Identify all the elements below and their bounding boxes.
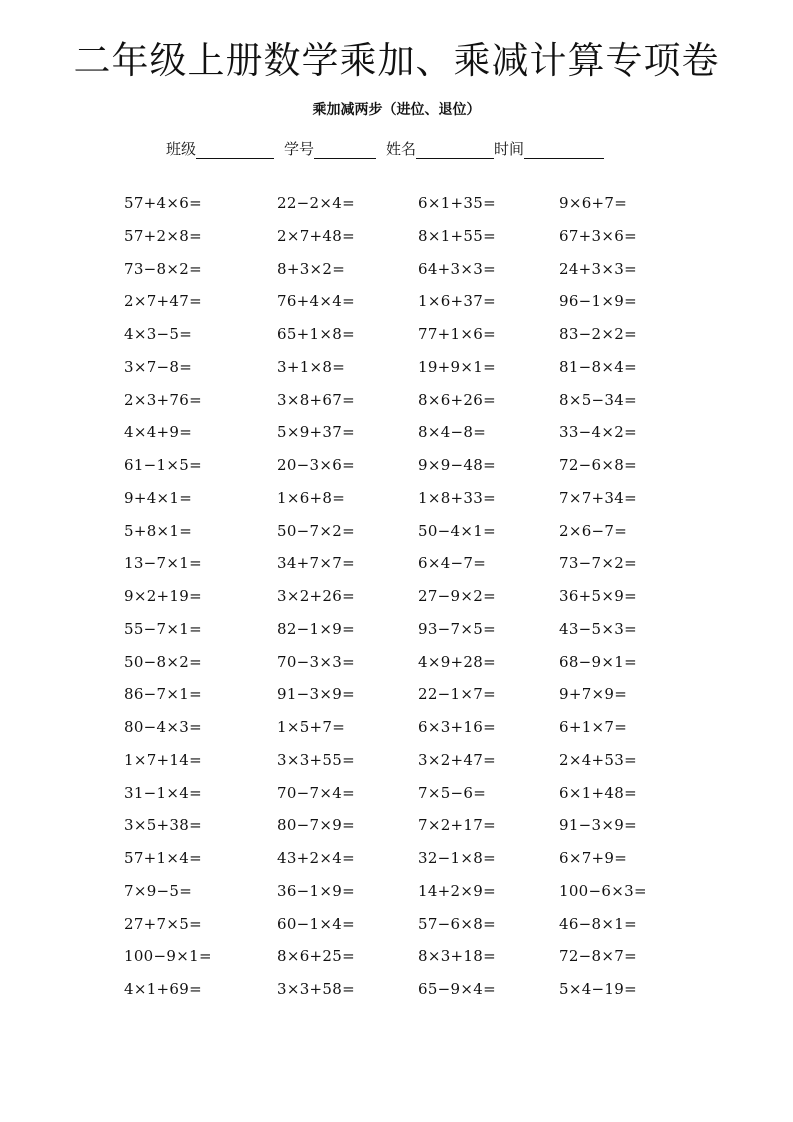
problem-item: 3×3+55= <box>277 750 355 769</box>
problem-item: 8×6+26= <box>418 390 496 409</box>
problem-item: 1×7+14= <box>124 750 202 769</box>
problem-item: 70−3×3= <box>277 652 355 671</box>
problem-item: 3×8+67= <box>277 390 355 409</box>
problem-item: 14+2×9= <box>418 881 496 900</box>
problem-item: 9+7×9= <box>559 685 628 704</box>
problem-row <box>0 190 793 223</box>
problem-item: 73−7×2= <box>559 554 637 573</box>
problem-item: 7×5−6= <box>418 783 487 802</box>
student-info-row <box>166 138 610 159</box>
problem-item: 8×5−34= <box>559 390 637 409</box>
problem-row <box>0 714 793 747</box>
problem-item: 50−8×2= <box>124 652 202 671</box>
problem-item: 46−8×1= <box>559 914 637 933</box>
problem-item: 57+1×4= <box>124 849 202 867</box>
class-field <box>166 138 280 159</box>
problem-item: 81−8×4= <box>559 357 637 376</box>
problem-item: 83−2×2= <box>559 325 637 343</box>
problem-item: 1×5+7= <box>277 718 346 736</box>
problem-item: 6×1+35= <box>418 194 496 212</box>
problem-item: 9×6+7= <box>559 194 628 212</box>
problem-item: 2×7+48= <box>277 226 355 245</box>
problem-item: 43+2×4= <box>277 849 355 867</box>
problem-item: 91−3×9= <box>559 816 637 835</box>
problem-item: 96−1×9= <box>559 292 637 311</box>
problem-item: 9×9−48= <box>418 456 496 474</box>
problem-item: 65+1×8= <box>277 325 355 343</box>
problem-item: 77+1×6= <box>418 325 496 343</box>
problem-item: 70−7×4= <box>277 783 355 802</box>
problem-item: 2×6−7= <box>559 521 628 540</box>
problem-row <box>0 354 793 387</box>
number-field <box>284 138 382 159</box>
problem-item: 3×2+47= <box>418 750 496 769</box>
problem-item: 36+5×9= <box>559 587 637 605</box>
problem-item: 50−4×1= <box>418 521 496 540</box>
time-label: 时间 <box>494 140 525 158</box>
problem-row <box>0 387 793 420</box>
problem-item: 64+3×3= <box>418 259 496 278</box>
problem-item: 9+4×1= <box>124 488 193 507</box>
problem-row <box>0 550 793 583</box>
problem-item: 100−6×3= <box>559 881 647 900</box>
problem-item: 2×7+47= <box>124 292 202 311</box>
problem-item: 2×3+76= <box>124 390 202 409</box>
problem-item: 57+4×6= <box>124 194 202 212</box>
problem-item: 4×1+69= <box>124 980 202 998</box>
problem-item: 68−9×1= <box>559 652 637 671</box>
problem-item: 22−2×4= <box>277 194 355 212</box>
problem-item: 19+9×1= <box>418 357 496 376</box>
problem-item: 86−7×1= <box>124 685 202 704</box>
problem-row <box>0 943 793 976</box>
problem-item: 6+1×7= <box>559 718 628 736</box>
problem-item: 3×5+38= <box>124 816 202 835</box>
problem-item: 22−1×7= <box>418 685 496 704</box>
problem-item: 65−9×4= <box>418 980 496 998</box>
problem-item: 7×7+34= <box>559 488 637 507</box>
problem-item: 76+4×4= <box>277 292 355 311</box>
problem-item: 67+3×6= <box>559 226 637 245</box>
problem-item: 33−4×2= <box>559 423 637 442</box>
problem-item: 91−3×9= <box>277 685 355 704</box>
class-blank[interactable] <box>196 142 274 159</box>
problem-item: 27+7×5= <box>124 914 202 933</box>
problem-item: 60−1×4= <box>277 914 355 933</box>
problem-item: 72−8×7= <box>559 947 637 966</box>
problem-item: 57−6×8= <box>418 914 496 933</box>
problem-item: 1×6+8= <box>277 488 346 507</box>
problem-item: 8×3+18= <box>418 947 496 966</box>
number-label: 学号 <box>284 140 315 158</box>
problem-item: 3×7−8= <box>124 357 193 376</box>
problem-item: 36−1×9= <box>277 881 355 900</box>
problem-row <box>0 681 793 714</box>
problem-item: 31−1×4= <box>124 783 202 802</box>
problem-item: 8+3×2= <box>277 259 346 278</box>
problem-row <box>0 518 793 551</box>
problem-row <box>0 976 793 1009</box>
problem-item: 4×9+28= <box>418 652 496 671</box>
problem-item: 43−5×3= <box>559 619 637 638</box>
problem-item: 4×4+9= <box>124 423 193 442</box>
problem-item: 73−8×2= <box>124 259 202 278</box>
problem-row <box>0 223 793 256</box>
problem-item: 6×4−7= <box>418 554 487 573</box>
problem-item: 72−6×8= <box>559 456 637 474</box>
problem-row <box>0 911 793 944</box>
problem-row <box>0 256 793 289</box>
problem-row <box>0 452 793 485</box>
problem-item: 8×1+55= <box>418 226 496 245</box>
problem-item: 5+8×1= <box>124 521 193 540</box>
problem-row <box>0 649 793 682</box>
problem-item: 100−9×1= <box>124 947 212 966</box>
name-field <box>386 138 494 159</box>
problem-row <box>0 583 793 616</box>
problem-item: 50−7×2= <box>277 521 355 540</box>
problem-item: 6×7+9= <box>559 849 628 867</box>
problem-row <box>0 321 793 354</box>
problem-item: 4×3−5= <box>124 325 193 343</box>
page-subtitle: 乘加减两步（进位、退位） <box>312 102 481 118</box>
problem-row <box>0 288 793 321</box>
problem-item: 82−1×9= <box>277 619 355 638</box>
problem-item: 24+3×3= <box>559 259 637 278</box>
problem-item: 57+2×8= <box>124 226 202 245</box>
problem-item: 80−7×9= <box>277 816 355 835</box>
time-field <box>494 138 610 159</box>
problem-row <box>0 747 793 780</box>
problem-item: 6×1+48= <box>559 783 637 802</box>
problem-item: 6×3+16= <box>418 718 496 736</box>
problem-item: 5×4−19= <box>559 980 637 998</box>
problem-row <box>0 616 793 649</box>
problem-item: 13−7×1= <box>124 554 202 573</box>
problem-row <box>0 780 793 813</box>
problem-item: 1×8+33= <box>418 488 496 507</box>
name-label: 姓名 <box>386 140 417 158</box>
number-blank[interactable] <box>314 142 376 159</box>
page-title: 二年级上册数学乘加、乘减计算专项卷 <box>73 39 720 82</box>
problem-item: 93−7×5= <box>418 619 496 638</box>
problem-item: 20−3×6= <box>277 456 355 474</box>
problem-item: 7×9−5= <box>124 881 193 900</box>
problem-grid <box>0 190 793 1009</box>
class-label: 班级 <box>166 140 197 158</box>
problem-row <box>0 419 793 452</box>
problem-item: 9×2+19= <box>124 587 202 605</box>
problem-item: 34+7×7= <box>277 554 355 573</box>
problem-row <box>0 485 793 518</box>
problem-item: 2×4+53= <box>559 750 637 769</box>
problem-item: 3×3+58= <box>277 980 355 998</box>
name-blank[interactable] <box>416 142 494 159</box>
problem-item: 7×2+17= <box>418 816 496 835</box>
problem-item: 8×6+25= <box>277 947 355 966</box>
problem-item: 3×2+26= <box>277 587 355 605</box>
problem-item: 1×6+37= <box>418 292 496 311</box>
problem-row <box>0 812 793 845</box>
problem-item: 3+1×8= <box>277 357 346 376</box>
time-blank[interactable] <box>524 142 604 159</box>
problem-item: 5×9+37= <box>277 423 355 442</box>
problem-item: 32−1×8= <box>418 849 496 867</box>
problem-item: 61−1×5= <box>124 456 202 474</box>
problem-item: 8×4−8= <box>418 423 487 442</box>
problem-row <box>0 878 793 911</box>
problem-item: 55−7×1= <box>124 619 202 638</box>
problem-item: 80−4×3= <box>124 718 202 736</box>
problem-item: 27−9×2= <box>418 587 496 605</box>
problem-row <box>0 845 793 878</box>
